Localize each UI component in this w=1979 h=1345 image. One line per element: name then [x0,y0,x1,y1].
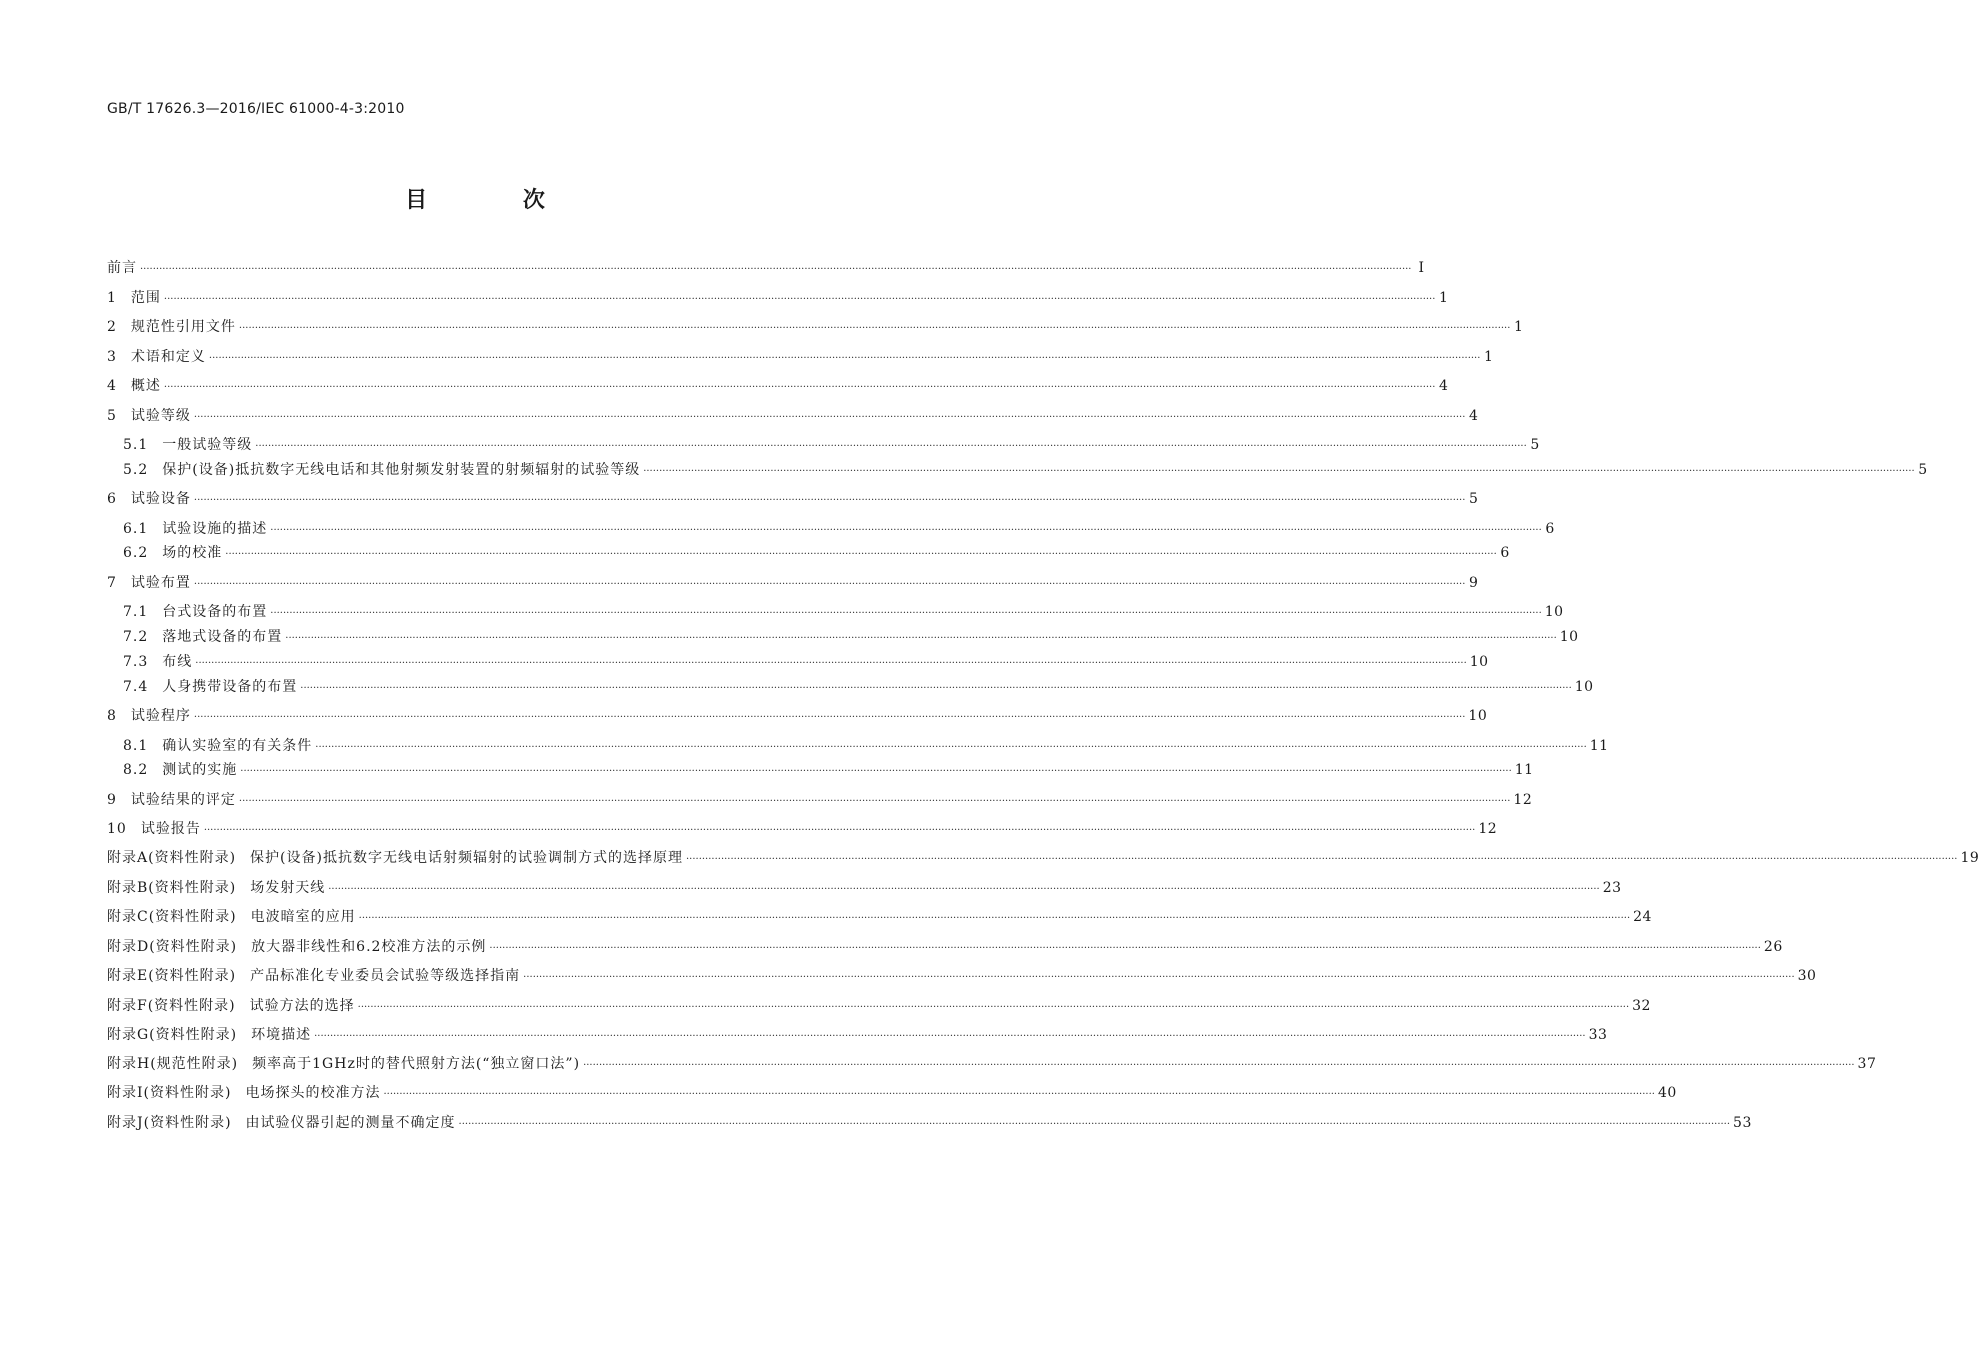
toc-leader-dots: ················································································································································································································································································································································································································ [458,1119,1731,1130]
toc-entry-label: 台式设备的布置 [162,604,268,620]
toc-entry-label: 保护(设备)抵抗数字无线电话和其他射频发射装置的射频辐射的试验等级 [162,462,641,478]
toc-leader-dots: ················································································································································································································································································································································································································ [358,913,1631,924]
toc-entry[interactable] [107,405,1479,429]
toc-entry[interactable] [107,1112,1752,1136]
toc-entry-page: 10 [1469,654,1489,670]
toc-entry-number: 7.2 [123,629,149,645]
toc-entry[interactable] [107,759,1534,783]
toc-entry-label: 由试验仪器引起的测量不确定度 [245,1115,456,1131]
toc-entry[interactable] [107,705,1488,729]
toc-leader-dots: ················································································································································································································································································································································································································ [383,1089,1655,1100]
toc-leader-dots: ················································································································································································································································································································································································································ [208,353,1481,364]
toc-entry-page: 6 [1545,521,1555,537]
toc-entry-page: 23 [1602,880,1622,896]
toc-entry-number: 10 [107,821,127,837]
toc-leader-dots: ················································································································································································································································································································································································································ [193,412,1466,423]
toc-entry-number: 2 [107,319,117,335]
toc-entry-number: 5.2 [123,462,149,478]
toc-entry-page: 9 [1468,575,1479,591]
toc-entry[interactable] [107,906,1652,930]
toc-entry-label: 环境描述 [251,1027,312,1043]
toc-entry-number: 7 [107,575,117,591]
toc-entry-number: 附录I(资料性附录) [107,1085,232,1101]
toc-leader-dots: ················································································································································································································································································································································································································ [315,742,1587,753]
toc-entry-page: 10 [1544,604,1564,620]
toc-leader-dots: ················································································································································································································································································································································································································ [357,1002,1630,1013]
toc-entry[interactable] [107,316,1524,340]
toc-entry[interactable] [107,735,1609,759]
toc-entry-page: 10 [1574,679,1594,695]
toc-entry-label: 范围 [130,290,161,306]
toc-leader-dots: ················································································································································································································································································································································································································ [225,549,1497,560]
toc-entry-page: 10 [1468,708,1488,724]
toc-entry-label: 放大器非线性和6.2校准方法的示例 [251,939,487,955]
toc-entry[interactable] [107,995,1651,1019]
toc-leader-dots: ················································································································································································································································································································································································································ [523,972,1795,983]
toc-entry-label: 术语和定义 [130,349,206,365]
standard-code: GB/T 17626.3—2016/IEC 61000-4-3:2010 [107,101,405,117]
toc-entry-label: 试验结果的评定 [130,792,236,808]
toc-entry-number: 8.2 [123,762,149,778]
toc-entry-label: 试验设施的描述 [162,521,268,537]
toc-entry-number: 7.4 [123,679,149,695]
toc-entry-page: 4 [1468,408,1479,424]
toc-leader-dots: ················································································································································································································································································································································································································ [193,495,1466,506]
toc-entry-number: 1 [107,290,117,306]
toc-entry-label: 落地式设备的布置 [162,629,283,645]
toc-entry-page: 1 [1438,290,1449,306]
toc-entry[interactable] [107,488,1479,512]
toc-entry-number: 7.3 [123,654,149,670]
toc-entry-page: 19 [1960,850,1979,866]
toc-entry-page: 26 [1763,939,1783,955]
toc-entry-page: 11 [1589,738,1609,754]
toc-entry-number: 5 [107,408,117,424]
toc-entry-number: 附录E(资料性附录) [107,968,237,984]
toc-leader-dots: ················································································································································································································································································································································································································ [140,264,1412,275]
toc-entry-label: 试验程序 [130,708,191,724]
toc-entry-number: 6 [107,491,117,507]
toc-entry-number: 附录C(资料性附录) [107,909,237,925]
toc-entry[interactable] [107,542,1510,566]
toc-leader-dots: ················································································································································································································································································································································································································ [328,884,1600,895]
toc-entry[interactable] [107,965,1817,989]
toc-entry[interactable] [107,626,1579,650]
toc-entry-label: 试验报告 [140,821,201,837]
toc-entry-number: 8 [107,708,117,724]
toc-entry-label: 布线 [162,654,193,670]
toc-entry-label: 试验设备 [130,491,191,507]
toc-entry-page: 1 [1483,349,1494,365]
page-title: 目 次 [405,188,589,213]
toc-entry-page: 53 [1733,1115,1752,1131]
toc-entry-page: 40 [1657,1085,1677,1101]
toc-leader-dots: ················································································································································································································································································································································································································ [685,854,1958,865]
toc-entry[interactable] [107,572,1479,596]
toc-entry-page: 24 [1633,909,1652,925]
toc-entry[interactable] [107,434,1540,458]
toc-entry-label: 规范性引用文件 [130,319,236,335]
toc-entry-page: 32 [1632,998,1651,1014]
toc-entry-label: 电场探头的校准方法 [245,1085,381,1101]
toc-leader-dots: ················································································································································································································································································································································································································ [193,712,1466,723]
toc-entry-number: 附录B(资料性附录) [107,880,237,896]
toc-entry-page: 11 [1514,762,1534,778]
toc-leader-dots: ················································································································································································································································································································································································································ [583,1060,1855,1071]
toc-entry[interactable] [107,518,1555,542]
toc-entry-label: 确认实验室的有关条件 [162,738,313,754]
toc-leader-dots: ················································································································································································································································································································································································································ [643,466,1915,477]
toc-entry-label: 产品标准化专业委员会试验等级选择指南 [250,968,521,984]
toc-leader-dots: ················································································································································································································································································································································································································ [255,441,1527,452]
toc-entry-number: 4 [107,378,117,394]
toc-leader-dots: ················································································································································································································································································································································································································ [163,382,1436,393]
toc-entry[interactable] [107,789,1533,813]
toc-entry-page: 12 [1513,792,1533,808]
toc-entry-page: 6 [1500,545,1510,561]
toc-entry[interactable] [107,346,1494,370]
toc-entry-label: 场发射天线 [250,880,326,896]
toc-entry-label: 场的校准 [162,545,223,561]
toc-entry-label: 人身携带设备的布置 [162,679,298,695]
toc-entry-label: 电波暗室的应用 [250,909,356,925]
toc-entry-page: 1 [1513,319,1524,335]
toc-entry-number: 附录F(资料性附录) [107,998,236,1014]
toc-leader-dots: ················································································································································································································································································································································································································ [203,825,1476,836]
toc-entry-label: 试验布置 [130,575,191,591]
toc-entry-label: 频率高于1GHz时的替代照射方法(“独立窗口法”) [252,1056,581,1072]
toc-leader-dots: ················································································································································································································································································································································································································ [270,608,1542,619]
toc-leader-dots: ················································································································································································································································································································································································································ [489,943,1761,954]
toc-entry[interactable] [107,375,1449,399]
toc-leader-dots: ················································································································································································································································································································································································································ [163,294,1436,305]
toc-entry[interactable] [107,287,1449,311]
toc-entry-label: 前言 [107,260,137,276]
toc-leader-dots: ················································································································································································································································································································································································································ [300,683,1572,694]
toc-entry-page: 30 [1797,968,1817,984]
toc-leader-dots: ················································································································································································································································································································································································································ [238,796,1511,807]
toc-entry-page: 5 [1918,462,1928,478]
toc-leader-dots: ················································································································································································································································································································································································································ [270,525,1542,536]
toc-leader-dots: ················································································································································································································································································································································································································ [314,1031,1586,1042]
toc-leader-dots: ················································································································································································································································································································································································································ [195,658,1467,669]
toc-entry-number: 附录G(资料性附录) [107,1027,238,1043]
toc-entry[interactable] [107,601,1564,625]
toc-entry[interactable] [107,676,1594,700]
toc-leader-dots: ················································································································································································································································································································································································································ [238,323,1511,334]
toc-entry[interactable] [107,1053,1877,1077]
toc-entry-page: 33 [1588,1027,1608,1043]
toc-leader-dots: ················································································································································································································································································································································································································ [285,633,1557,644]
toc-entry-number: 9 [107,792,117,808]
toc-entry-label: 试验等级 [130,408,191,424]
toc-entry-label: 保护(设备)抵抗数字无线电话射频辐射的试验调制方式的选择原理 [250,850,683,866]
toc-entry-number: 附录H(规范性附录) [107,1056,239,1072]
toc-entry-label: 一般试验等级 [162,437,253,453]
toc-entry-page: Ⅰ [1418,260,1425,276]
toc-entry[interactable] [107,651,1489,675]
toc-entry-page: 10 [1559,629,1579,645]
toc-entry[interactable] [107,1082,1677,1106]
toc-entry-page: 37 [1857,1056,1877,1072]
toc-entry[interactable] [107,459,1928,483]
toc-entry-number: 附录D(资料性附录) [107,939,238,955]
toc-entry[interactable] [107,257,1425,281]
toc-entry[interactable] [107,818,1498,842]
toc-entry-page: 12 [1478,821,1498,837]
toc-entry-number: 6.2 [123,545,149,561]
toc-entry[interactable] [107,847,1979,871]
toc-entry-number: 5.1 [123,437,149,453]
toc-entry[interactable] [107,936,1783,960]
toc-entry[interactable] [107,1024,1608,1048]
toc-entry-page: 5 [1468,491,1479,507]
toc-entry-number: 8.1 [123,738,149,754]
toc-entry-page: 5 [1530,437,1540,453]
toc-leader-dots: ················································································································································································································································································································································································································ [193,579,1466,590]
toc-entry-number: 3 [107,349,117,365]
toc-entry-label: 概述 [130,378,161,394]
toc-entry-number: 附录J(资料性附录) [107,1115,232,1131]
toc-leader-dots: ················································································································································································································································································································································································································ [240,766,1512,777]
toc-entry-number: 6.1 [123,521,149,537]
toc-entry-page: 4 [1438,378,1449,394]
toc-entry-label: 测试的实施 [162,762,238,778]
toc-entry-label: 试验方法的选择 [249,998,355,1014]
toc-entry-number: 7.1 [123,604,149,620]
toc-entry-number: 附录A(资料性附录) [107,850,237,866]
toc-entry[interactable] [107,877,1622,901]
